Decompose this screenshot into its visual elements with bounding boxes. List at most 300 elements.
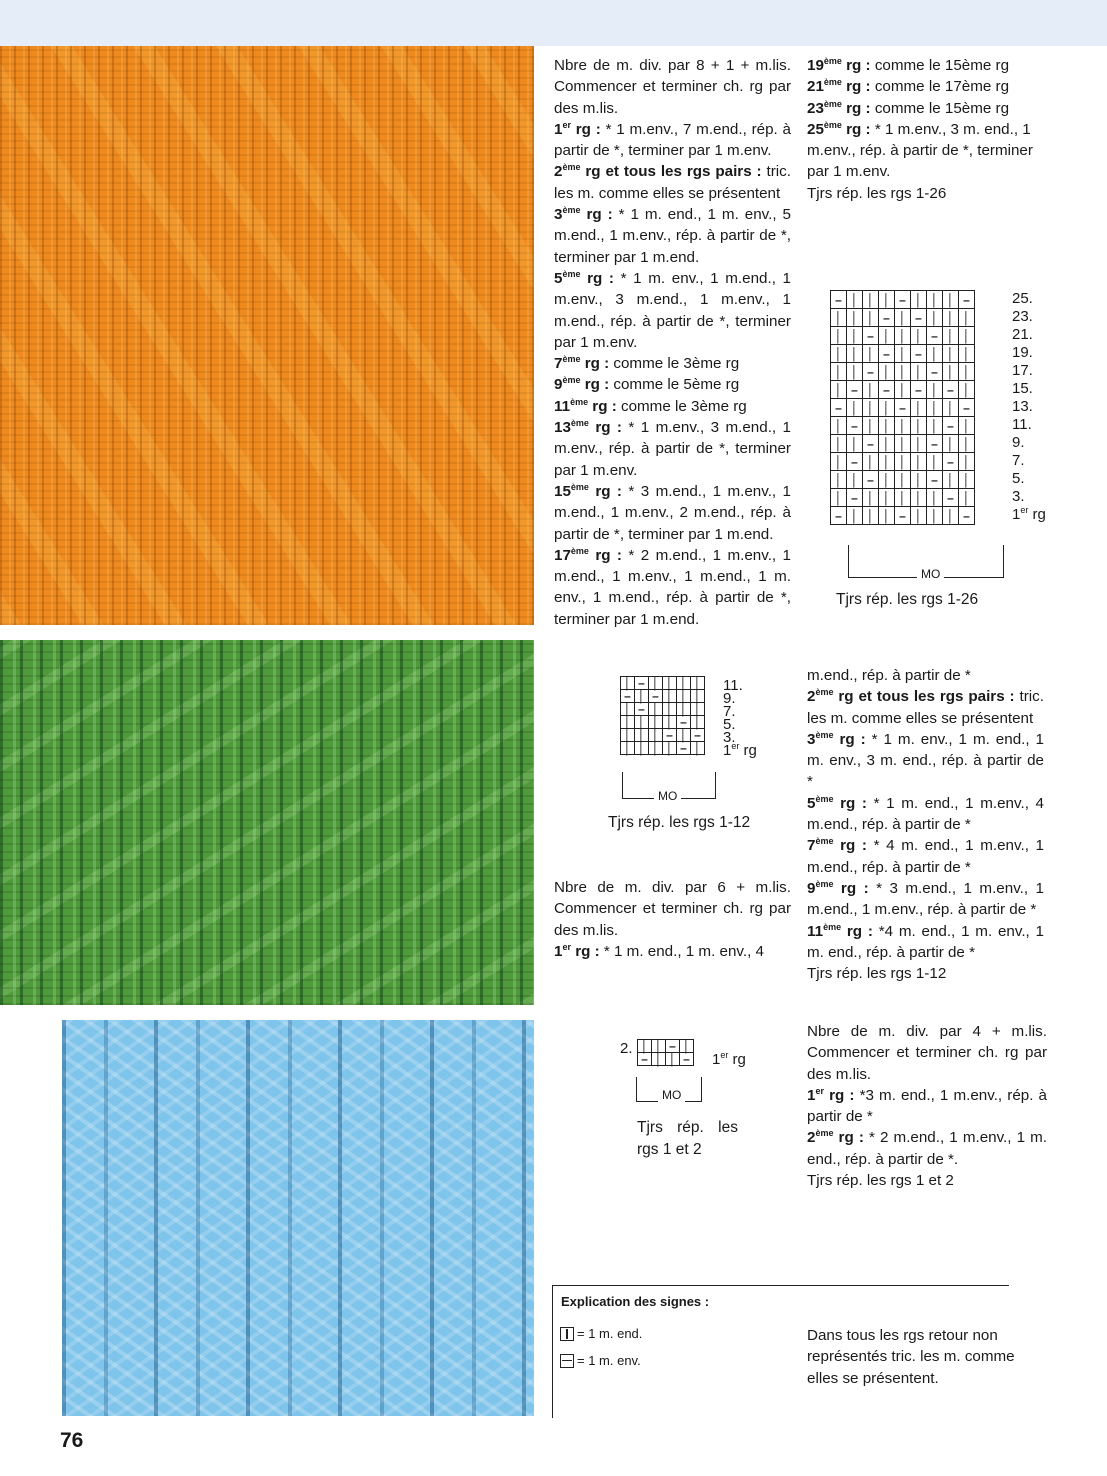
purl-stitch-cell: – — [638, 1053, 652, 1066]
knit-stitch-cell: │ — [959, 363, 975, 381]
legend-knit — [560, 1326, 642, 1341]
instruction-text: Nbre de m. div. par 6 + m.lis. Commencer et terminer ch. rg par des m.lis. — [554, 879, 791, 939]
knit-stitch-cell: │ — [831, 435, 847, 453]
chart-row-label: 7. — [1012, 452, 1025, 469]
knit-stitch-cell: │ — [691, 716, 705, 729]
pattern2-stitch-chart — [620, 676, 705, 755]
knit-stitch-cell: │ — [691, 690, 705, 703]
knit-stitch-cell: │ — [943, 345, 959, 363]
instruction-text: Tjrs rép. les rgs 1-12 — [807, 965, 947, 983]
chart-row-label: 2. — [620, 1040, 633, 1057]
knit-stitch-cell: │ — [847, 471, 863, 489]
knit-stitch-cell: │ — [879, 327, 895, 345]
row-heading: rg : — [588, 397, 617, 415]
row-ordinal: ème — [562, 205, 581, 216]
row-ordinal: ème — [570, 396, 589, 407]
knit-stitch-cell: │ — [831, 363, 847, 381]
chart-row-label: 3. — [1012, 488, 1025, 505]
knit-stitch-cell: │ — [863, 417, 879, 435]
knit-stitch-cell: │ — [649, 677, 663, 690]
row-number: 11ème — [807, 921, 842, 940]
knit-stitch-cell: │ — [847, 363, 863, 381]
instruction-text: * 3 m.end., 1 m.env., 1 m.end., 1 m.env., rép. à partir de * — [807, 879, 1045, 919]
purl-stitch-cell: – — [666, 1040, 680, 1053]
instruction-line — [807, 1021, 1047, 1085]
knit-stitch-cell: │ — [879, 399, 895, 417]
row-number: 7ème — [554, 354, 581, 373]
row-heading: rg : — [833, 879, 869, 897]
knit-stitch-cell: │ — [959, 453, 975, 471]
row-number: 19ème — [807, 55, 842, 74]
knit-stitch-cell: │ — [911, 399, 927, 417]
row-ordinal: ème — [562, 268, 581, 279]
chart-row — [621, 703, 705, 716]
knit-stitch-cell: │ — [927, 507, 943, 525]
pattern3-stitch-chart — [637, 1039, 694, 1066]
knit-stitch-cell: │ — [863, 399, 879, 417]
row-heading: rg : — [580, 355, 610, 373]
instruction-line — [807, 665, 1044, 686]
chart-row — [621, 677, 705, 690]
knit-stitch-cell: │ — [879, 435, 895, 453]
instruction-line — [554, 941, 791, 962]
instruction-line — [554, 119, 791, 162]
knit-stitch-cell: │ — [895, 327, 911, 345]
purl-stitch-cell: – — [879, 381, 895, 399]
blue-knit-swatch-photo — [62, 1020, 534, 1416]
row-number: 25ème — [807, 119, 842, 138]
knit-stitch-cell: │ — [959, 381, 975, 399]
row-heading: rg : — [841, 57, 871, 74]
knit-stitch-cell: │ — [895, 489, 911, 507]
row-number: 2ème — [807, 1128, 834, 1147]
knit-stitch-cell: │ — [927, 417, 943, 435]
instruction-line — [554, 268, 791, 353]
row-ordinal: ème — [562, 162, 581, 173]
row-number: 2ème — [554, 162, 581, 181]
row-number: 5ème — [554, 268, 581, 287]
knit-stitch-cell: │ — [879, 507, 895, 525]
knit-stitch-cell: │ — [621, 742, 635, 755]
chart-row — [621, 716, 705, 729]
chart-row-label: 19. — [1012, 344, 1033, 361]
knit-stitch-cell: │ — [677, 729, 691, 742]
chart-row-label: 11. — [1012, 416, 1032, 433]
knit-stitch-cell: │ — [663, 690, 677, 703]
instruction-text: Tjrs rép. les rgs 1-26 — [807, 184, 947, 202]
instruction-line — [807, 963, 1044, 984]
row-number: 3ème — [807, 729, 834, 748]
pattern1-stitch-chart — [830, 290, 975, 525]
chart-row-label: 1er rg — [1012, 505, 1046, 523]
row-number: 21ème — [807, 77, 842, 96]
knit-stitch-cell: │ — [652, 1040, 666, 1053]
knit-stitch-cell: │ — [621, 703, 635, 716]
knit-stitch-cell: │ — [863, 453, 879, 471]
knit-stitch-cell: │ — [649, 742, 663, 755]
knit-stitch-cell: │ — [663, 716, 677, 729]
row-number: 1er — [807, 1085, 824, 1104]
instruction-line — [554, 204, 791, 268]
chart-row — [831, 291, 975, 309]
instruction-text: Nbre de m. div. par 4 + m.lis. Commencer et terminer ch. rg par des m.lis. — [807, 1023, 1047, 1083]
chart-row-label: 7. — [723, 703, 736, 720]
knit-stitch-cell: │ — [895, 309, 911, 327]
row-heading: rg et tous les rgs pairs : — [833, 688, 1015, 706]
knit-stitch-cell: │ — [847, 345, 863, 363]
purl-stitch-cell: – — [680, 1053, 694, 1066]
purl-stitch-cell: – — [895, 507, 911, 525]
row-ordinal: ème — [823, 55, 842, 66]
instruction-text: tric. les m. comme elles se présentent — [554, 163, 791, 202]
instruction-line — [807, 76, 1052, 97]
knit-stitch-cell: │ — [895, 435, 911, 453]
chart-row — [831, 345, 975, 363]
knit-stitch-cell: │ — [621, 677, 635, 690]
instruction-text: comme le 15ème rg — [870, 99, 1010, 117]
row-ordinal: ème — [570, 417, 589, 428]
chart-row-label: 3. — [723, 729, 736, 746]
orange-knit-swatch-photo — [0, 46, 534, 625]
chart-row-label: 15. — [1012, 380, 1033, 397]
instruction-text: * 1 m. end., 1 m.env., 4 m.end., rép. à partir de * — [807, 794, 1044, 834]
knit-stitch-cell: │ — [911, 453, 927, 471]
instruction-text: * 1 m.env., 7 m.end., rép. à partir de *, terminer par 1 m.env. — [554, 120, 791, 160]
purl-stitch-cell: – — [959, 399, 975, 417]
purl-stitch-cell: – — [879, 345, 895, 363]
knit-stitch-cell: │ — [911, 507, 927, 525]
row-heading: rg : — [588, 546, 622, 564]
knit-stitch-cell: │ — [635, 729, 649, 742]
knit-stitch-cell: │ — [879, 291, 895, 309]
purl-stitch-cell: – — [635, 703, 649, 716]
knit-stitch-cell: │ — [677, 703, 691, 716]
purl-stitch-cell: – — [879, 309, 895, 327]
row-ordinal: ème — [815, 878, 834, 889]
chart-row — [621, 729, 705, 742]
legend-title: Explication des signes : — [561, 1294, 710, 1309]
knit-stitch-cell: │ — [879, 489, 895, 507]
purl-stitch-cell: – — [831, 291, 847, 309]
knit-stitch-cell: │ — [959, 309, 975, 327]
row-ordinal: ème — [562, 375, 581, 386]
knit-stitch-cell: │ — [895, 381, 911, 399]
instruction-line — [554, 877, 791, 941]
instruction-text: comme le 3ème rg — [609, 355, 740, 373]
row-heading: rg : — [833, 837, 867, 855]
chart-row — [831, 489, 975, 507]
instruction-text: * 4 m. end., 1 m.env., 1 m.end., rép. à partir de * — [807, 837, 1044, 876]
row-ordinal: er — [815, 1085, 824, 1096]
knit-stitch-cell: │ — [911, 435, 927, 453]
instruction-text: * 1 m. env., 1 m.end., 1 m.env., 3 m.end., 1 m.env., 1 m.end., rép. à partir de *, terminer par 1 m.env. — [554, 269, 791, 351]
purl-stitch-cell: – — [863, 435, 879, 453]
purl-stitch-cell: – — [691, 729, 705, 742]
chart-row — [638, 1053, 694, 1066]
chart-row-label: 1er rg — [723, 741, 757, 759]
knit-stitch-cell: │ — [911, 417, 927, 435]
knit-stitch-cell: │ — [663, 677, 677, 690]
purl-stitch-cell: – — [635, 677, 649, 690]
chart-row-label: 25. — [1012, 290, 1033, 307]
row-heading: rg : — [580, 269, 614, 287]
knit-stitch-cell: │ — [879, 363, 895, 381]
knit-stitch-cell: │ — [943, 327, 959, 345]
chart-row-label: 21. — [1012, 326, 1033, 343]
purl-stitch-cell: – — [847, 489, 863, 507]
knit-stitch-cell: │ — [959, 327, 975, 345]
instruction-text: * 1 m.env., 3 m. end., 1 m.env., rép. à partir de *, terminer par 1 m.env. — [807, 120, 1033, 181]
instruction-text: * 1 m. end., 1 m. env., 5 m.end., 1 m.env., rép. à partir de *, terminer par 1 m.end. — [554, 206, 791, 266]
purl-stitch-cell: – — [895, 399, 911, 417]
knit-stitch-cell: │ — [959, 435, 975, 453]
purl-stitch-cell: – — [959, 291, 975, 309]
instruction-line — [554, 55, 791, 119]
knit-stitch-cell: │ — [879, 471, 895, 489]
knit-stitch-cell: │ — [847, 327, 863, 345]
row-heading: rg : — [833, 1129, 864, 1147]
row-ordinal: ème — [815, 729, 834, 740]
purl-stitch-cell: – — [927, 327, 943, 345]
chart-row — [831, 363, 975, 381]
row-ordinal: ème — [570, 545, 589, 556]
row-heading: rg : — [833, 730, 866, 748]
instruction-line — [807, 921, 1044, 964]
row-number: 9ème — [554, 375, 581, 394]
knit-stitch-cell: │ — [652, 1053, 666, 1066]
purl-stitch-cell: – — [911, 345, 927, 363]
purl-stitch-cell: – — [943, 453, 959, 471]
purl-stitch-cell: – — [943, 417, 959, 435]
knit-stitch-cell: │ — [959, 345, 975, 363]
row-ordinal: ème — [823, 77, 842, 88]
knit-stitch-cell: │ — [635, 690, 649, 703]
knit-stitch-cell: │ — [649, 729, 663, 742]
instruction-text: *3 m. end., 1 m.env., rép. à partir de * — [807, 1086, 1047, 1126]
row-heading: rg : — [570, 942, 600, 960]
knit-stitch-cell: │ — [663, 703, 677, 716]
instruction-line — [807, 835, 1044, 878]
legend-purl-text: = 1 m. env. — [577, 1353, 641, 1368]
chart-row — [831, 381, 975, 399]
purl-stitch-cell: – — [959, 507, 975, 525]
row-number: 13ème — [554, 417, 589, 437]
instruction-line — [554, 417, 791, 481]
chart-row-label: 5. — [1012, 470, 1025, 487]
purl-stitch-cell: – — [831, 507, 847, 525]
knit-symbol-icon — [560, 1327, 574, 1341]
instruction-line — [554, 481, 791, 545]
instruction-text: * 3 m.end., 1 m.env., 1 m.end., 1 m.env., 2 m.end., rép. à partir de *, terminer par 1 m.end. — [554, 482, 791, 543]
knit-stitch-cell: │ — [677, 690, 691, 703]
knit-stitch-cell: │ — [649, 716, 663, 729]
knit-stitch-cell: │ — [680, 1040, 694, 1053]
row-heading: rg : — [841, 922, 873, 940]
row-number: 23ème — [807, 98, 842, 117]
row-heading: rg : — [841, 120, 871, 138]
knit-stitch-cell: │ — [863, 291, 879, 309]
chart-row-label: 23. — [1012, 308, 1033, 325]
knit-stitch-cell: │ — [943, 309, 959, 327]
pattern2-instructions-col1 — [554, 877, 791, 962]
row-heading: rg : — [570, 120, 601, 138]
knit-stitch-cell: │ — [847, 291, 863, 309]
instruction-text: comme le 3ème rg — [616, 397, 747, 415]
knit-stitch-cell: │ — [911, 327, 927, 345]
pattern2-instructions-col2 — [807, 665, 1044, 984]
knit-stitch-cell: │ — [621, 716, 635, 729]
row-number: 11ème — [554, 396, 589, 415]
instruction-line — [807, 55, 1052, 76]
knit-stitch-cell: │ — [831, 381, 847, 399]
chart-row-label: 11. — [723, 677, 743, 694]
chart-row — [831, 471, 975, 489]
knit-stitch-cell: │ — [831, 453, 847, 471]
knit-stitch-cell: │ — [831, 309, 847, 327]
instruction-line — [554, 374, 791, 395]
row-number: 15ème — [554, 481, 589, 500]
instruction-line — [807, 183, 1052, 204]
row-ordinal: ème — [815, 687, 834, 698]
purl-stitch-cell: – — [621, 690, 635, 703]
knit-stitch-cell: │ — [863, 381, 879, 399]
purl-stitch-cell: – — [895, 291, 911, 309]
knit-stitch-cell: │ — [847, 435, 863, 453]
knit-stitch-cell: │ — [691, 677, 705, 690]
knit-stitch-cell: │ — [911, 363, 927, 381]
purl-stitch-cell: – — [863, 327, 879, 345]
chart-row — [638, 1040, 694, 1053]
purl-stitch-cell: – — [911, 309, 927, 327]
pattern3-instructions — [807, 1021, 1047, 1191]
row-heading: rg : — [841, 99, 871, 117]
purl-stitch-cell: – — [943, 381, 959, 399]
legend-knit-text: = 1 m. end. — [577, 1326, 643, 1341]
pattern1-mo-label: MO — [917, 567, 944, 581]
chart-row — [621, 690, 705, 703]
knit-stitch-cell: │ — [649, 703, 663, 716]
purl-stitch-cell: – — [847, 453, 863, 471]
knit-stitch-cell: │ — [635, 742, 649, 755]
chart-row-label: 5. — [723, 716, 736, 733]
pattern1-chart-caption: Tjrs rép. les rgs 1-26 — [836, 591, 979, 608]
legend-note: Dans tous les rgs retour non représentés tric. les m. comme elles se présentent. — [807, 1327, 1015, 1387]
row-number: 9ème — [807, 878, 834, 897]
knit-stitch-cell: │ — [831, 327, 847, 345]
knit-stitch-cell: │ — [959, 489, 975, 507]
page-number: 76 — [60, 1429, 84, 1452]
chart-row — [621, 742, 705, 755]
instruction-text: * 1 m.env., 3 m.end., 1 m.env., rép. à partir de *, terminer par 1 m.env. — [554, 419, 791, 479]
knit-stitch-cell: │ — [943, 363, 959, 381]
knit-stitch-cell: │ — [879, 453, 895, 471]
purl-stitch-cell: – — [847, 417, 863, 435]
instruction-line — [554, 396, 791, 417]
chart-row-label: 1er rg — [712, 1050, 746, 1068]
knit-stitch-cell: │ — [911, 489, 927, 507]
instruction-text: * 1 m. env., 1 m. end., 1 m. env., 3 m. end., rép. à partir de * — [807, 730, 1044, 791]
row-number: 5ème — [807, 793, 834, 812]
pattern2-mo-label: MO — [654, 789, 681, 803]
knit-stitch-cell: │ — [666, 1053, 680, 1066]
knit-stitch-cell: │ — [847, 399, 863, 417]
row-heading: rg : — [588, 482, 622, 500]
instruction-text: Tjrs rép. les rgs 1 et 2 — [807, 1172, 954, 1190]
knit-stitch-cell: │ — [943, 291, 959, 309]
row-ordinal: er — [562, 119, 571, 130]
purl-stitch-cell: – — [911, 381, 927, 399]
row-heading: rg : — [588, 419, 622, 437]
knit-stitch-cell: │ — [927, 381, 943, 399]
purl-stitch-cell: – — [677, 742, 691, 755]
knit-stitch-cell: │ — [621, 729, 635, 742]
instruction-line — [554, 545, 791, 630]
knit-stitch-cell: │ — [895, 345, 911, 363]
row-number: 2ème — [807, 687, 834, 706]
knit-stitch-cell: │ — [635, 716, 649, 729]
row-ordinal: ème — [570, 481, 589, 492]
knit-stitch-cell: │ — [927, 453, 943, 471]
row-ordinal: er — [562, 941, 571, 952]
row-ordinal: ème — [823, 921, 842, 932]
knit-stitch-cell: │ — [927, 309, 943, 327]
chart-row-label: 9. — [723, 690, 736, 707]
knit-stitch-cell: │ — [638, 1040, 652, 1053]
row-ordinal: ème — [815, 1128, 834, 1139]
instruction-line — [807, 98, 1052, 119]
purl-stitch-cell: – — [943, 489, 959, 507]
chart-row — [831, 417, 975, 435]
row-number: 3ème — [554, 205, 581, 224]
chart-row — [831, 399, 975, 417]
purl-stitch-cell: – — [831, 399, 847, 417]
knit-stitch-cell: │ — [677, 677, 691, 690]
chart-row — [831, 309, 975, 327]
knit-stitch-cell: │ — [911, 291, 927, 309]
knit-stitch-cell: │ — [847, 309, 863, 327]
row-heading: rg : — [841, 78, 871, 96]
purl-stitch-cell: – — [927, 363, 943, 381]
instruction-text: comme le 17ème rg — [870, 78, 1010, 96]
chart-row — [831, 327, 975, 345]
knit-stitch-cell: │ — [927, 489, 943, 507]
instruction-text: comme le 15ème rg — [870, 57, 1010, 74]
instruction-line — [807, 119, 1052, 183]
instruction-text: tric. les m. comme elles se présentent — [807, 688, 1044, 727]
instruction-line — [554, 353, 791, 374]
knit-stitch-cell: │ — [863, 345, 879, 363]
legend-purl — [560, 1353, 641, 1368]
row-heading: rg : — [580, 376, 610, 394]
row-number: 1er — [554, 119, 571, 138]
knit-stitch-cell: │ — [943, 471, 959, 489]
knit-stitch-cell: │ — [927, 345, 943, 363]
knit-stitch-cell: │ — [831, 489, 847, 507]
chart-row — [831, 507, 975, 525]
instruction-text: m.end., rép. à partir de * — [807, 667, 971, 684]
row-number: 17ème — [554, 545, 589, 564]
purl-stitch-cell: – — [677, 716, 691, 729]
row-ordinal: ème — [815, 836, 834, 847]
row-heading: rg : — [823, 1086, 855, 1104]
pattern1-instructions-col2 — [807, 55, 1052, 204]
knit-stitch-cell: │ — [691, 742, 705, 755]
knit-stitch-cell: │ — [927, 291, 943, 309]
row-heading: rg et tous les rgs pairs : — [580, 163, 762, 181]
instruction-line — [807, 878, 1044, 921]
purl-symbol-icon — [560, 1354, 574, 1368]
knit-stitch-cell: │ — [847, 507, 863, 525]
